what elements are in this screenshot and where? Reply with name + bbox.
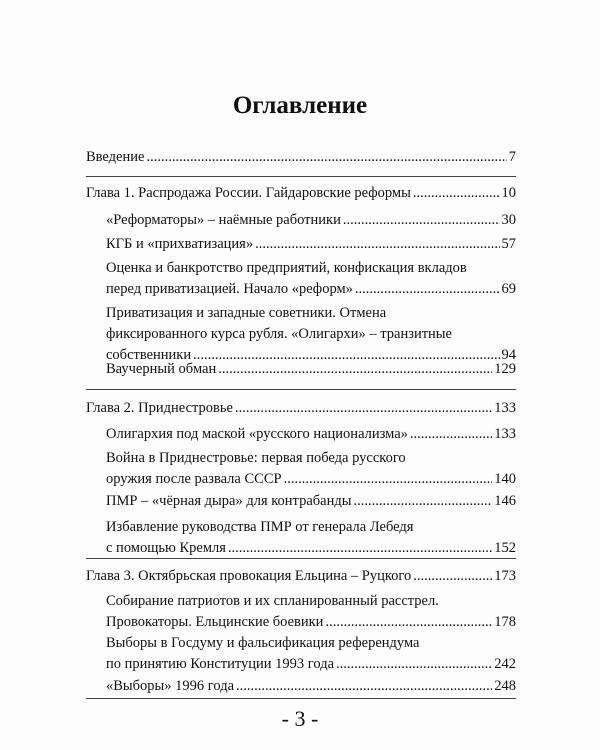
section-divider [86, 558, 516, 559]
dot-leader [146, 147, 506, 168]
toc-section [106, 234, 516, 255]
toc-page-number: 178 [494, 614, 516, 630]
toc-chapter-1 [86, 183, 516, 204]
toc-section [106, 258, 516, 300]
section-divider [86, 698, 516, 699]
toc-section [106, 633, 516, 675]
toc-page-number: 152 [494, 540, 516, 556]
dot-leader [235, 398, 492, 419]
toc-entry-line: Собирание патриотов и их спланированный расстрел. [106, 593, 439, 609]
toc-entry-title: Введение [86, 149, 145, 165]
toc-page-number: 7 [508, 149, 516, 165]
toc-entry-line: Избавление руководства ПМР от генерала Лебедя [106, 519, 414, 535]
toc-entry-title: по принятию Конституции 1993 года [106, 656, 335, 672]
toc-section [106, 517, 516, 559]
dot-leader [284, 469, 493, 490]
toc-entry-title: Глава 3. Октябрьская провокация Ельцина – Руцкого [86, 568, 412, 584]
dot-leader [343, 210, 500, 231]
dot-leader [255, 234, 499, 255]
toc-page-number: 94 [501, 347, 516, 363]
toc-entry-title: «Выборы» 1996 года [106, 678, 235, 694]
dot-leader [228, 538, 492, 559]
toc-entry-title: Глава 2. Приднестровье [86, 400, 233, 416]
toc-page-number: 129 [494, 361, 516, 377]
toc-page-number: 173 [494, 568, 516, 584]
toc-entry-title: Глава 1. Распродажа России. Гайдаровские реформы [86, 185, 411, 201]
page-title: Оглавление [232, 92, 368, 119]
toc-entry-title: КГБ и «прихватизация» [106, 236, 254, 252]
toc-chapter-3 [86, 566, 516, 587]
toc-page-number: 10 [501, 185, 516, 201]
toc-page-number: 57 [501, 236, 516, 252]
dot-leader [236, 676, 492, 697]
dot-leader [336, 654, 492, 675]
dot-leader [413, 566, 492, 587]
page-number: - 3 - [281, 706, 319, 731]
toc-entry-title: Олигархия под маской «русского национализма» [106, 426, 408, 442]
section-divider [86, 389, 516, 390]
toc-section [106, 676, 516, 697]
toc-entry-line: Приватизация и западные советники. Отмена [106, 305, 387, 321]
toc-entry-intro [86, 147, 516, 168]
toc-page-number: 30 [501, 212, 516, 228]
toc-entry-title: с помощью Кремля [106, 540, 226, 556]
toc-page-number: 140 [494, 471, 516, 487]
toc-section [106, 448, 516, 490]
toc-section [106, 591, 516, 633]
section-divider [86, 176, 516, 177]
toc-chapter-2 [86, 398, 516, 419]
toc-page-number: 242 [494, 656, 516, 672]
toc-section [106, 359, 516, 380]
toc-entry-title: Ваучерный обман [106, 361, 217, 377]
dot-leader [413, 183, 500, 204]
toc-page-number: 248 [494, 678, 516, 694]
toc-entry-title: перед приватизацией. Начало «реформ» [106, 281, 353, 297]
toc-entry-title: собственники [106, 347, 192, 363]
toc-entry-line: Война в Приднестровье: первая победа русского [106, 450, 406, 466]
toc-entry-title: Провокаторы. Ельцинские боевики [106, 614, 324, 630]
toc-entry-title: «Реформаторы» – наёмные работники [106, 212, 341, 228]
dot-leader [410, 424, 492, 445]
toc-section [106, 303, 516, 366]
toc-entry-title: оружия после развала СССР [106, 471, 282, 487]
toc-entry-line: Оценка и банкротство предприятий, конфискация вкладов [106, 260, 467, 276]
toc-section [106, 424, 516, 445]
toc-entry-line: фиксированного курса рубля. «Олигархи» – транзитные [106, 326, 452, 342]
toc-page-number: 133 [494, 426, 516, 442]
toc-section [106, 210, 516, 231]
dot-leader [355, 279, 500, 300]
toc-entry-title: ПМР – «чёрная дыра» для контрабанды [106, 493, 352, 509]
toc-page-number: 69 [501, 281, 516, 297]
dot-leader [218, 359, 492, 380]
toc-page-number: 146 [494, 493, 516, 509]
toc-entry-line: Выборы в Госдуму и фальсификация референдума [106, 635, 420, 651]
toc-section [106, 491, 516, 512]
toc-page-number: 133 [494, 400, 516, 416]
dot-leader [353, 491, 492, 512]
dot-leader [325, 612, 492, 633]
